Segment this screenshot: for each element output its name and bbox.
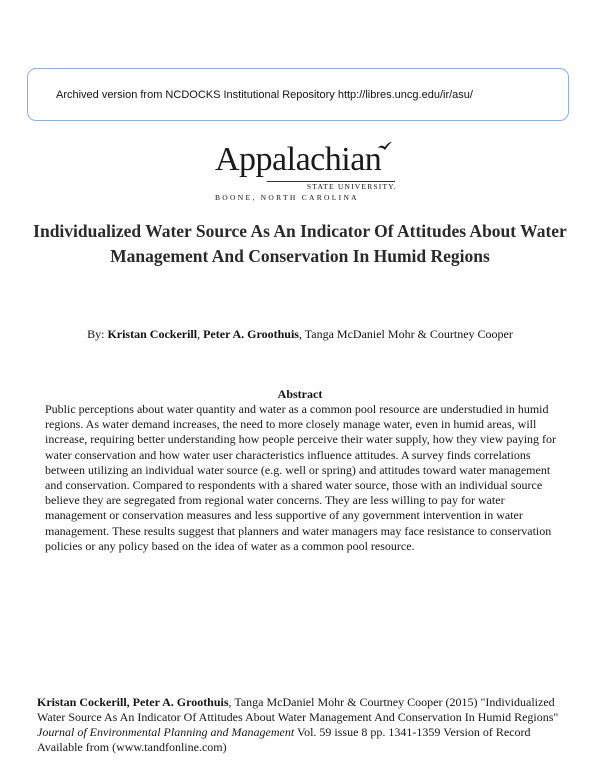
archive-notice: Archived version from NCDOCKS Institutional Repository http://libres.uncg.edu/ir/asu/ [56, 89, 473, 101]
logo-location: BOONE, NORTH CAROLINA [215, 193, 359, 202]
citation-article-title: "Individualized Water Source As An Indicator Of Attitudes About Water Management And Conservation In Humid Regions" [37, 695, 559, 724]
abstract-body: Public perceptions about water quantity and water as a common pool resource are understudied in humid regions. As water demand increases, the need to more closely manage water, even in humid areas, will increase, requiring better understanding how people perceive their water supply, how they view paying for water conservation and how water user characteristics influence attitudes. A survey finds correlations between utilizing an individual water source (e.g. well or spring) and attitudes toward water management and conservation. Compared to respondents with a shared water source, those with an individual source believe they are segregated from regional water concerns. They are less willing to pay for water management or conservation measures and less supportive of any government intervention in water management. These results suggest that planners and water managers may face resistance to conservation policies or any policy based on the idea of water as a common pool resource. [45, 402, 557, 553]
university-logo [205, 140, 405, 204]
logo-subtitle: STATE UNIVERSITY. [306, 182, 397, 191]
citation-details: Vol. 59 issue 8 pp. 1341-1359 Version of Record Available from (www.tandfonline.com) [37, 725, 531, 754]
citation-journal: Journal of Environmental Planning and Management [37, 725, 295, 739]
byline-author-2: Peter A. Groothuis [203, 327, 299, 341]
citation-authors-rest: , Tanga McDaniel Mohr & Courtney Cooper (2015) [228, 695, 478, 709]
logo-name: Appalachian [215, 141, 382, 178]
bird-icon [377, 141, 393, 152]
citation-authors-bold: Kristan Cockerill, Peter A. Groothuis [37, 695, 229, 709]
byline-other-authors: , Tanga McDaniel Mohr & Courtney Cooper [298, 327, 513, 341]
abstract-heading: Abstract [277, 387, 323, 401]
byline-author-1: Kristan Cockerill [107, 327, 198, 341]
citation [37, 695, 567, 755]
paper-title: Individualized Water Source As An Indicator Of Attitudes About Water Management And Conservation In Humid Regions [33, 221, 567, 266]
byline-prefix: By: [87, 327, 108, 341]
archive-notice-box [27, 68, 569, 121]
byline [30, 327, 570, 342]
byline-separator: , [197, 327, 204, 341]
